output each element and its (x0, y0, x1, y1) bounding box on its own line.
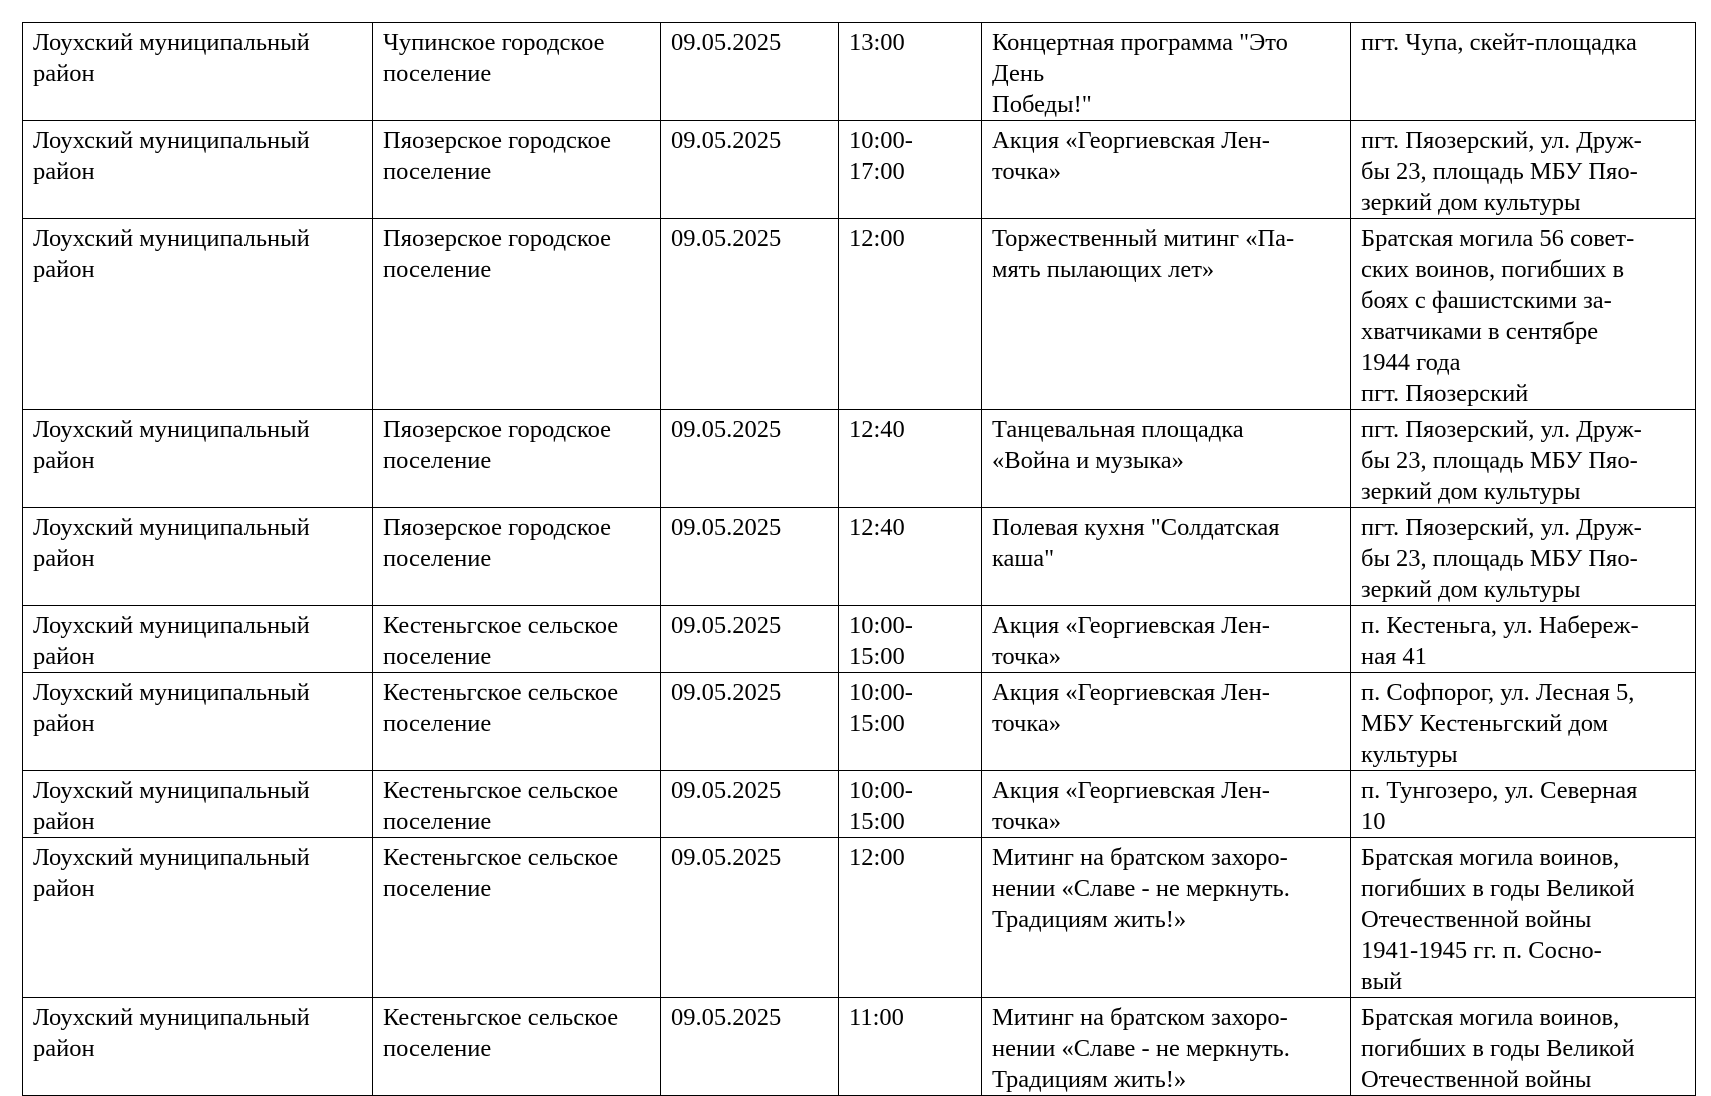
event-cell: Концертная программа "Это День Победы!" (982, 23, 1351, 121)
time-cell: 12:00 (839, 219, 982, 410)
district-cell: Лоухский муниципальный район (23, 771, 373, 838)
table-row (23, 998, 1696, 1096)
place-cell: п. Кестеньга, ул. Набереж- ная 41 (1351, 606, 1696, 673)
table-row (23, 838, 1696, 998)
date-cell: 09.05.2025 (661, 771, 839, 838)
event-cell: Акция «Георгиевская Лен- точка» (982, 771, 1351, 838)
events-table (22, 22, 1696, 1096)
time-cell: 12:40 (839, 508, 982, 606)
time-cell: 13:00 (839, 23, 982, 121)
district-cell: Лоухский муниципальный район (23, 606, 373, 673)
table-row (23, 508, 1696, 606)
time-cell: 10:00- 17:00 (839, 121, 982, 219)
settlement-cell: Пяозерское городское поселение (373, 219, 661, 410)
settlement-cell: Пяозерское городское поселение (373, 121, 661, 219)
place-cell: пгт. Пяозерский, ул. Друж- бы 23, площадь МБУ Пяо- зеркий дом культуры (1351, 410, 1696, 508)
settlement-cell: Пяозерское городское поселение (373, 508, 661, 606)
settlement-cell: Кестеньгское сельское поселение (373, 673, 661, 771)
place-cell: п. Тунгозеро, ул. Северная 10 (1351, 771, 1696, 838)
event-cell: Митинг на братском захоро- нении «Славе - не меркнуть. Традициям жить!» (982, 838, 1351, 998)
settlement-cell: Кестеньгское сельское поселение (373, 606, 661, 673)
time-cell: 10:00- 15:00 (839, 673, 982, 771)
date-cell: 09.05.2025 (661, 673, 839, 771)
event-cell: Митинг на братском захоро- нении «Славе - не меркнуть. Традициям жить!» (982, 998, 1351, 1096)
event-cell: Акция «Георгиевская Лен- точка» (982, 606, 1351, 673)
table-row (23, 606, 1696, 673)
date-cell: 09.05.2025 (661, 121, 839, 219)
event-cell: Акция «Георгиевская Лен- точка» (982, 673, 1351, 771)
settlement-cell: Кестеньгское сельское поселение (373, 998, 661, 1096)
district-cell: Лоухский муниципальный район (23, 673, 373, 771)
date-cell: 09.05.2025 (661, 606, 839, 673)
table-row (23, 771, 1696, 838)
date-cell: 09.05.2025 (661, 23, 839, 121)
time-cell: 10:00- 15:00 (839, 606, 982, 673)
settlement-cell: Пяозерское городское поселение (373, 410, 661, 508)
settlement-cell: Кестеньгское сельское поселение (373, 838, 661, 998)
time-cell: 10:00- 15:00 (839, 771, 982, 838)
place-cell: Братская могила воинов, погибших в годы Великой Отечественной войны 1941-1945 гг. п. Сосно- вый (1351, 838, 1696, 998)
district-cell: Лоухский муниципальный район (23, 23, 373, 121)
table-row (23, 219, 1696, 410)
time-cell: 12:00 (839, 838, 982, 998)
district-cell: Лоухский муниципальный район (23, 998, 373, 1096)
place-cell: Братская могила воинов, погибших в годы Великой Отечественной войны (1351, 998, 1696, 1096)
place-cell: п. Софпорог, ул. Лесная 5, МБУ Кестеньгский дом культуры (1351, 673, 1696, 771)
events-table-body (23, 23, 1696, 1096)
table-row (23, 121, 1696, 219)
event-cell: Танцевальная площадка «Война и музыка» (982, 410, 1351, 508)
event-cell: Акция «Георгиевская Лен- точка» (982, 121, 1351, 219)
district-cell: Лоухский муниципальный район (23, 121, 373, 219)
place-cell: Братская могила 56 совет- ских воинов, погибших в боях с фашистскими за- хватчиками в сентябре 1944 года пгт. Пяозерский (1351, 219, 1696, 410)
time-cell: 12:40 (839, 410, 982, 508)
date-cell: 09.05.2025 (661, 998, 839, 1096)
settlement-cell: Кестеньгское сельское поселение (373, 771, 661, 838)
table-row (23, 673, 1696, 771)
date-cell: 09.05.2025 (661, 508, 839, 606)
place-cell: пгт. Пяозерский, ул. Друж- бы 23, площадь МБУ Пяо- зеркий дом культуры (1351, 508, 1696, 606)
district-cell: Лоухский муниципальный район (23, 508, 373, 606)
place-cell: пгт. Чупа, скейт-площадка (1351, 23, 1696, 121)
date-cell: 09.05.2025 (661, 219, 839, 410)
table-row (23, 410, 1696, 508)
time-cell: 11:00 (839, 998, 982, 1096)
place-cell: пгт. Пяозерский, ул. Друж- бы 23, площадь МБУ Пяо- зеркий дом культуры (1351, 121, 1696, 219)
district-cell: Лоухский муниципальный район (23, 219, 373, 410)
table-row (23, 23, 1696, 121)
settlement-cell: Чупинское городское поселение (373, 23, 661, 121)
district-cell: Лоухский муниципальный район (23, 410, 373, 508)
date-cell: 09.05.2025 (661, 410, 839, 508)
event-cell: Полевая кухня "Солдатская каша" (982, 508, 1351, 606)
event-cell: Торжественный митинг «Па- мять пылающих лет» (982, 219, 1351, 410)
date-cell: 09.05.2025 (661, 838, 839, 998)
district-cell: Лоухский муниципальный район (23, 838, 373, 998)
